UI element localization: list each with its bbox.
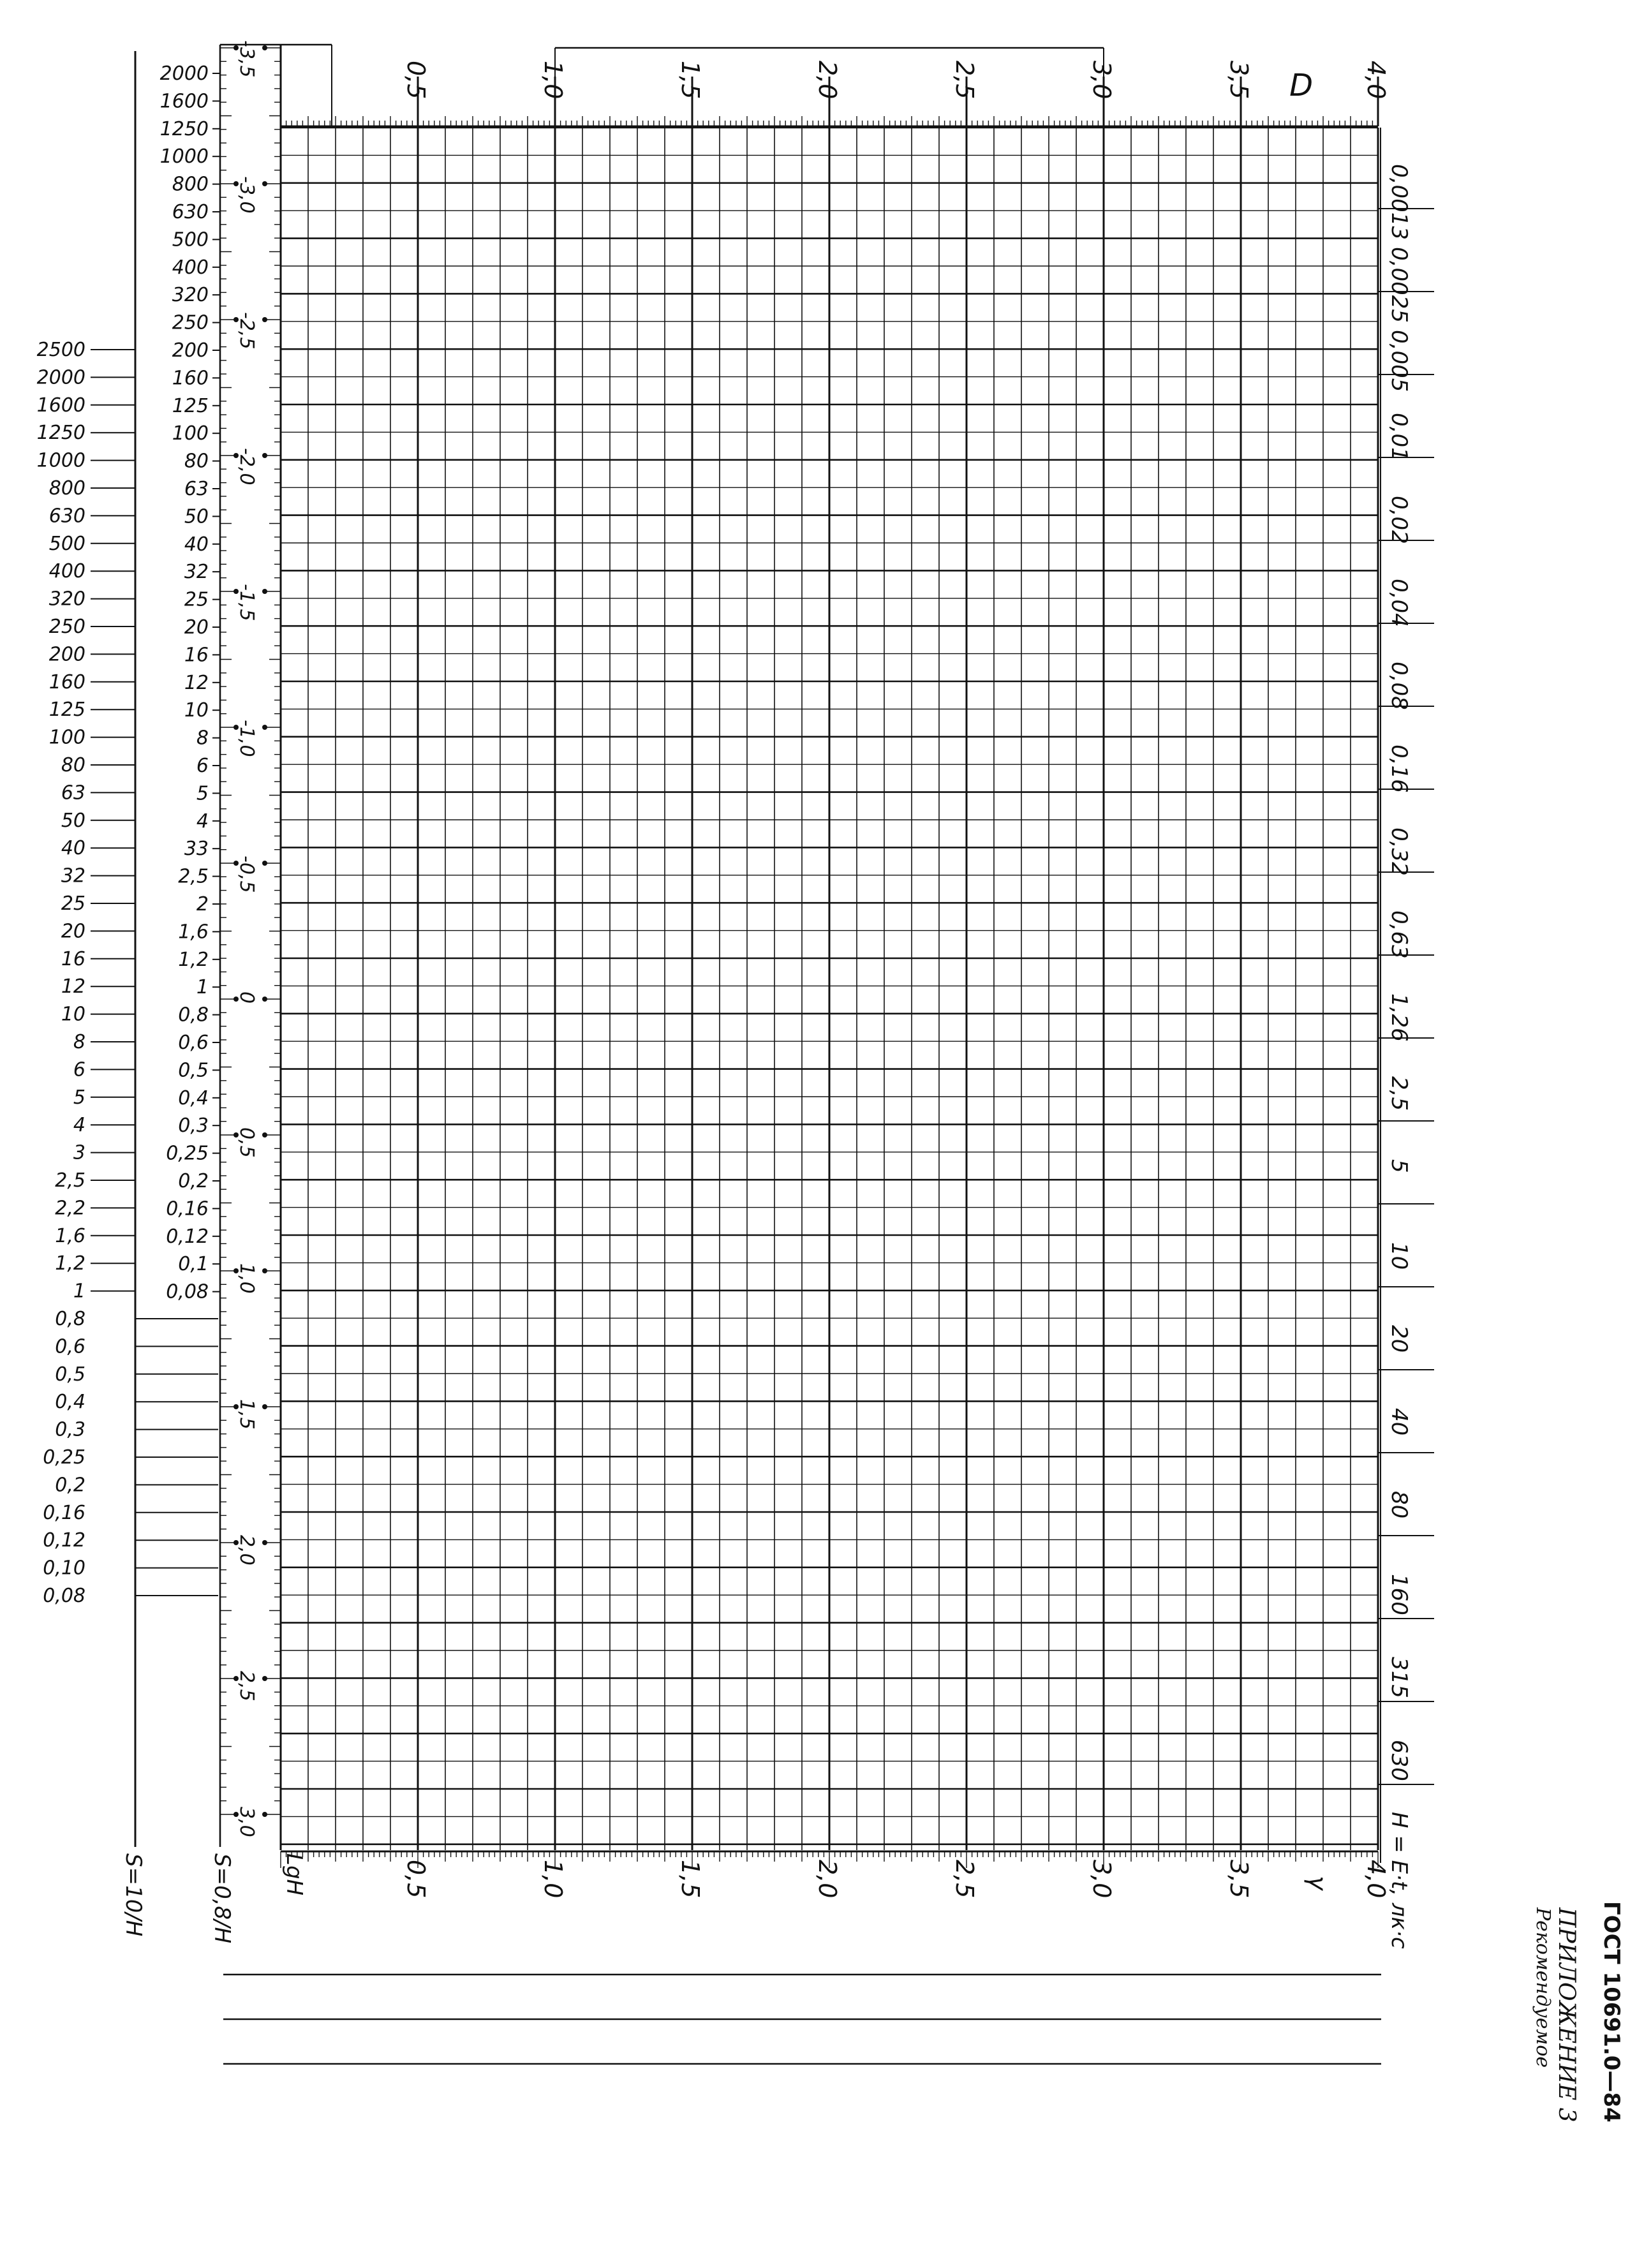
s2-label: 0,3 [178,1115,209,1138]
s1-label: 63 [61,782,85,804]
s2-label: 50 [184,505,209,528]
s2-label: 0,08 [166,1280,209,1303]
s2-label: 0,4 [178,1086,209,1109]
lgh-dot [262,453,267,458]
lgh-label: -2,0 [235,448,258,485]
d-scale-top-label: 4,0 [1362,61,1390,100]
s2-label: 33 [184,838,209,861]
d-scale-bottom-label: 2,5 [951,1860,979,1899]
h-label: 0,16 [1386,745,1412,793]
s1-label: 1,6 [55,1224,85,1247]
s2-label: 100 [172,422,209,445]
s2-label: 2000 [159,63,209,85]
s1-label: 0,08 [43,1585,85,1607]
d-scale-bottom-label: 1,0 [539,1860,567,1899]
s1-label: 1250 [36,422,85,445]
s2-label: 1250 [159,117,209,140]
s1-label: 125 [48,699,85,722]
s1-label: 5 [73,1086,85,1109]
s1-label: 0,5 [55,1363,85,1386]
s1-label: 250 [48,616,85,638]
h-axis-label: H = E·t, лк·с [1386,1812,1412,1949]
s2-label: 80 [184,450,209,473]
s2-label: 1,6 [178,921,209,944]
lgh-dot [262,589,267,594]
h-label: 0,0025 [1386,247,1412,323]
lgh-dot [262,1812,267,1817]
d-scale-bottom-label: 4,0 [1362,1860,1390,1899]
h-label: 80 [1386,1491,1412,1519]
s2-label: 0,5 [178,1059,209,1082]
h-label: 0,32 [1386,827,1412,876]
gamma-symbol: γ [1303,1876,1332,1890]
h-label: 0,08 [1386,662,1412,710]
lgh-dot [262,317,267,322]
lgh-dot [262,181,267,186]
lgh-dot [262,1404,267,1409]
s2-label: 800 [172,173,209,196]
lgh-dot [262,725,267,730]
h-label: 315 [1386,1657,1412,1698]
h-label: 160 [1386,1574,1412,1615]
lgh-dot [262,1676,267,1681]
s1-label: 0,12 [43,1529,85,1552]
grid-layer [281,128,1378,1850]
s1-label: 0,3 [55,1418,85,1441]
d-symbol: D [1289,68,1314,103]
s1-label: 1,2 [55,1252,85,1275]
s1-label: 50 [61,809,85,832]
s1-axis-label: S=10/H [121,1853,146,1937]
s1-label: 100 [48,726,85,749]
s1-label: 12 [61,975,85,998]
lgh-axis-label: LgH [281,1853,307,1896]
s2-label: 0,25 [166,1142,209,1165]
h-label: 0,005 [1386,330,1412,392]
h-label: 630 [1386,1740,1412,1781]
s2-label: 1 [196,976,209,999]
s2-label: 8 [196,727,209,750]
lgh-dot [262,45,267,50]
s1-label: 500 [48,532,85,555]
d-scale-bottom-label: 1,5 [676,1860,704,1899]
h-label: 20 [1386,1325,1412,1353]
lgh-label: 1,0 [235,1263,258,1294]
d-scale-top-label: 3,0 [1088,61,1116,100]
s2-label: 1,2 [178,948,209,971]
lgh-label: 2,0 [235,1535,258,1566]
d-scale-top-label: 0,5 [402,61,430,100]
s1-label: 2000 [36,366,85,389]
d-scale-top-label: 1,0 [539,61,567,100]
s1-label: 0,8 [55,1308,85,1330]
s2-label: 1000 [159,145,209,168]
s2-label: 250 [172,311,209,334]
s1-label: 1 [73,1280,85,1303]
s1-label: 80 [61,754,85,776]
labels-layer [37,40,1412,1949]
d-scale-bottom-label: 0,5 [402,1860,430,1899]
h-label: 0,01 [1386,413,1412,461]
lgh-label: -0,5 [235,856,258,893]
h-label: 2,5 [1386,1076,1412,1111]
s2-label: 20 [184,616,209,639]
d-scale-top-label: 2,5 [951,61,979,100]
s1-label: 40 [61,837,85,860]
lgh-dot [262,1268,267,1273]
s1-label: 2,5 [55,1169,85,1192]
s2-label: 200 [172,339,209,362]
s2-label: 63 [184,478,209,500]
h-label: 1,26 [1386,993,1412,1042]
s1-label: 1600 [36,394,85,417]
lgh-label: 2,5 [235,1671,258,1701]
s1-label: 0,6 [55,1335,85,1358]
s2-axis-label: S=0,8/H [209,1853,235,1944]
lgh-dot [262,1132,267,1138]
lgh-dot [262,997,267,1002]
appendix-note: Рекомендуемое [1532,1908,1554,2068]
lgh-dot [262,1540,267,1545]
h-label: 10 [1386,1242,1412,1270]
s1-label: 0,2 [55,1474,85,1497]
s1-label: 320 [48,588,85,611]
h-label: 0,0013 [1386,164,1412,240]
s2-label: 2 [196,893,209,915]
lgh-label: 3,0 [235,1807,258,1837]
s2-label: 40 [184,533,209,556]
s1-label: 800 [48,477,85,500]
lgh-dot [262,861,267,866]
s2-label: 2,5 [178,865,209,888]
h-label: 5 [1386,1159,1412,1173]
document-side-header [1429,1901,1637,2246]
s1-label: 32 [61,864,85,887]
lgh-label: 1,5 [235,1399,258,1430]
s2-label: 0,2 [178,1170,209,1192]
s1-label: 0,4 [55,1391,85,1414]
h-label: 0,02 [1386,496,1412,544]
d-scale-top-label: 2,0 [813,61,841,100]
s1-label: 0,25 [43,1446,85,1469]
s1-label: 6 [73,1058,85,1081]
s1-label: 400 [48,560,85,583]
s1-label: 630 [48,505,85,528]
s1-label: 0,16 [43,1501,85,1524]
s2-label: 32 [184,561,209,584]
s1-label: 16 [61,947,85,970]
lgh-label: -3,5 [235,40,258,78]
s2-label: 320 [172,284,209,307]
s2-label: 0,1 [178,1253,209,1276]
s2-label: 10 [184,699,209,722]
appendix-title: ПРИЛОЖЕНИЕ 3 [1553,1908,1580,2123]
s2-label: 25 [184,588,209,611]
s2-label: 0,16 [166,1197,209,1220]
s2-label: 0,12 [166,1225,209,1248]
s2-label: 0,6 [178,1032,209,1054]
d-scale-top-label: 1,5 [676,61,704,100]
h-label: 0,04 [1386,579,1412,627]
document-code: ГОСТ 10691.0—84 [1599,1901,1624,2123]
s1-label: 3 [73,1141,85,1164]
s2-label: 12 [184,671,209,694]
s2-label: 4 [196,810,209,833]
s1-label: 8 [73,1031,85,1053]
s1-label: 20 [61,920,85,943]
s1-label: 160 [48,671,85,693]
d-scale-bottom-label: 3,0 [1088,1860,1116,1899]
s1-label: 2,2 [55,1197,85,1220]
s2-label: 6 [196,755,209,777]
lgh-label: -3,0 [235,176,258,214]
lgh-label: -1,5 [235,584,258,621]
s2-label: 500 [172,228,209,251]
lgh-label: 0,5 [235,1127,258,1158]
lgh-label: 0 [235,991,258,1004]
s1-label: 0,10 [43,1557,85,1580]
h-label: 40 [1386,1408,1412,1436]
s2-label: 16 [184,644,209,667]
s1-label: 4 [73,1114,85,1137]
d-scale-bottom-label: 2,0 [813,1860,841,1899]
lgh-label: -2,5 [235,312,258,350]
s1-label: 10 [61,1003,85,1026]
s2-label: 125 [172,394,209,417]
h-label: 0,63 [1386,910,1412,959]
s2-label: 160 [172,367,209,390]
s1-label: 1000 [36,449,85,472]
s2-label: 1600 [159,90,209,113]
s1-label: 200 [48,643,85,666]
d-scale-top-label: 3,5 [1225,61,1253,100]
d-scale-bottom-label: 3,5 [1225,1860,1253,1899]
s2-label: 5 [196,782,209,805]
s2-label: 400 [172,256,209,279]
s2-label: 630 [172,201,209,223]
s1-label: 2500 [36,339,85,361]
lgh-label: -1,0 [235,720,258,757]
s2-label: 0,8 [178,1004,209,1027]
s1-label: 25 [61,893,85,915]
